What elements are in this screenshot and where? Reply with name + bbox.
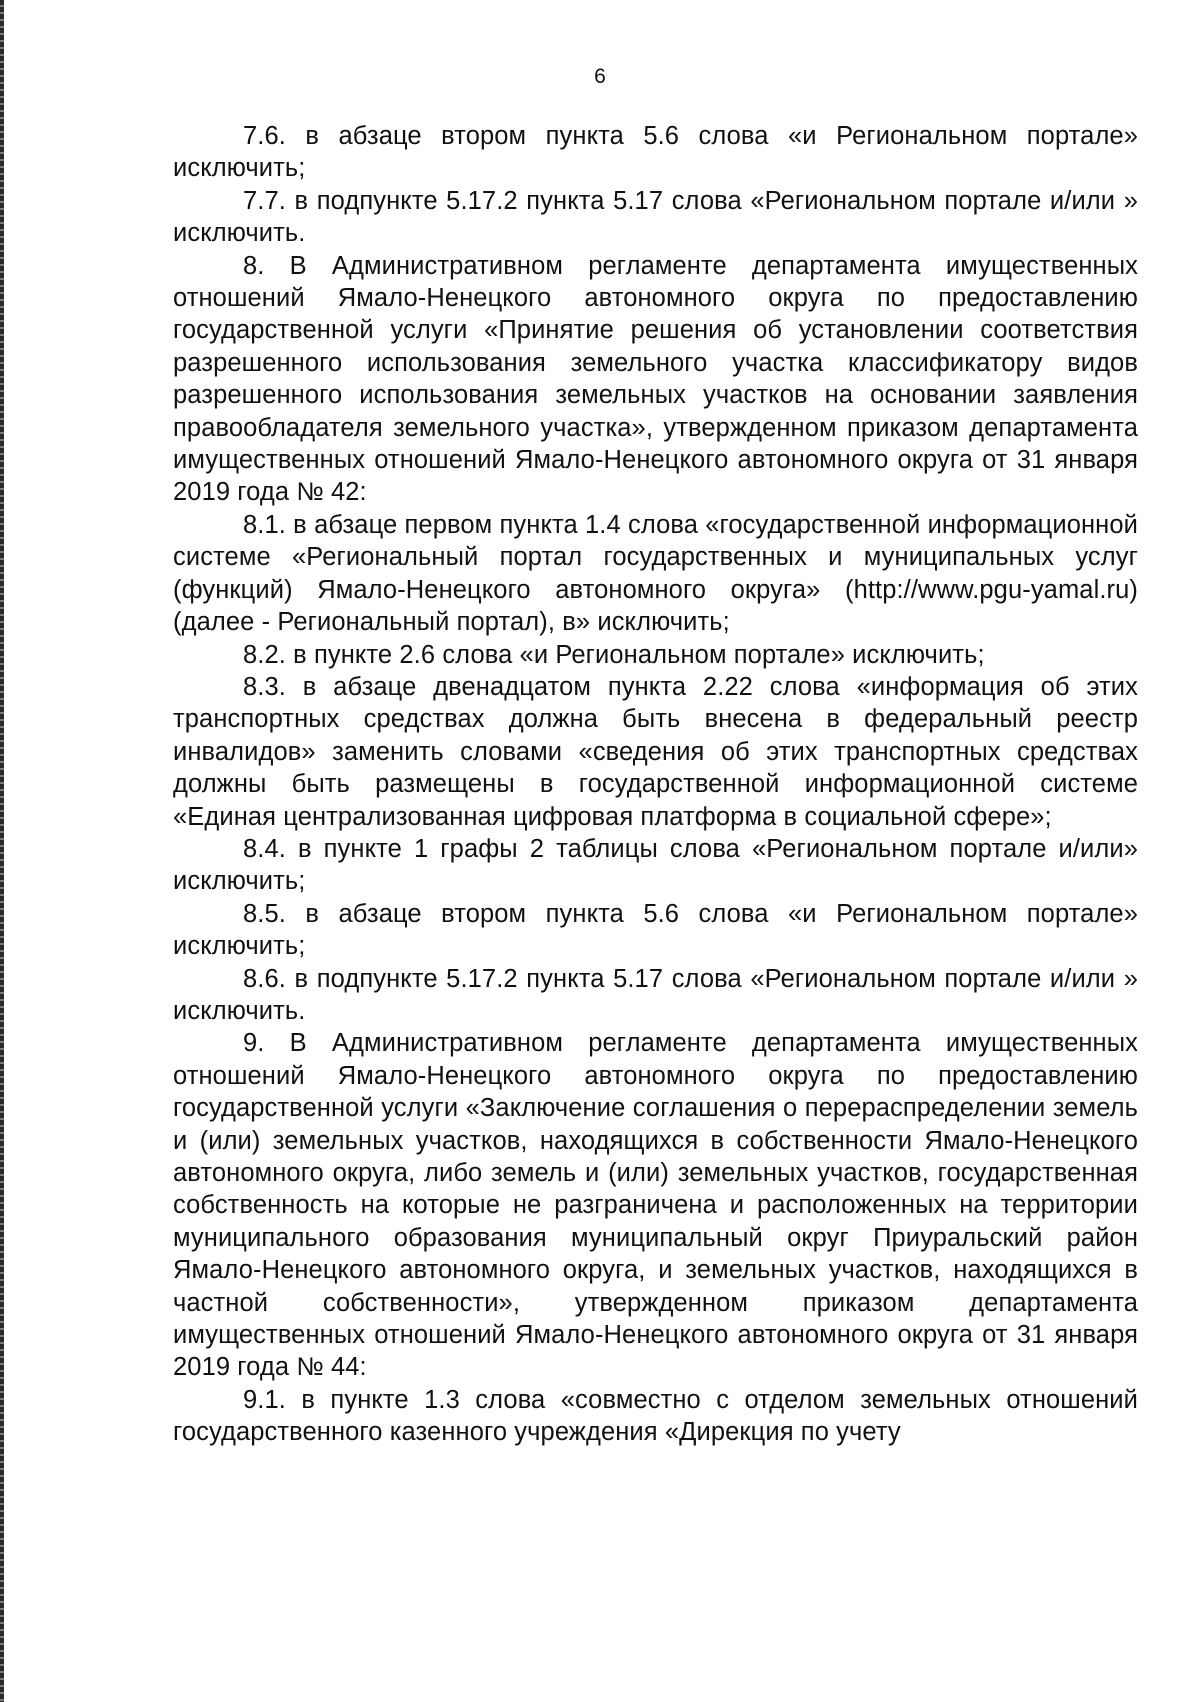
paragraph-7-7: 7.7. в подпункте 5.17.2 пункта 5.17 слова «Региональном портале и/или » исключить. <box>173 186 1138 248</box>
paragraph-8-1: 8.1. в абзаце первом пункта 1.4 слова «государственной информационной системе «Региональный портал государственных и муниципальных услуг (функций) Ямало-Ненецкого автономного округа» (http://www.pgu-yamal.ru) (далее - Региональный портал), в» исключить; <box>173 510 1138 637</box>
page-number: 6 <box>594 65 606 88</box>
paragraph-8-2: 8.2. в пункте 2.6 слова «и Региональном портале» исключить; <box>243 640 985 669</box>
paragraph-8-5: 8.5. в абзаце втором пункта 5.6 слова «и Региональном портале» исключить; <box>173 899 1138 961</box>
paragraph-8-3: 8.3. в абзаце двенадцатом пункта 2.22 слова «информация об этих транспортных средствах должна быть внесена в федеральный реестр инвалидов» заменить словами «сведения об этих транспортных средствах должны быть размещены в государственной информационной системе «Единая централизованная цифровая платформа в социальной сфере»; <box>173 672 1138 831</box>
paragraph-7-6: 7.6. в абзаце втором пункта 5.6 слова «и Региональном портале» исключить; <box>173 122 1138 183</box>
paragraph-9: 9. В Административном регламенте департамента имущественных отношений Ямало-Ненецкого автономного округа по предоставлению государственной услуги «Заключение соглашения о перераспределении земель и (или) земельных участков, находящихся в собственности Ямало-Ненецкого автономного округа, либо земель и (или) земельных участков, государственная собственность на которые не разграничена и расположенных на территории муниципального образования муниципальный округ Приуральский район Ямало-Ненецкого автономного округа, и земельных участков, находящихся в частной собственности», утвержденном приказом департамента имущественных отношений Ямало-Ненецкого автономного округа от 31 января 2019 года № 44: <box>173 1029 1138 1382</box>
paragraph-8-4: 8.4. в пункте 1 графы 2 таблицы слова «Региональном портале и/или» исключить; <box>173 834 1138 896</box>
document-body <box>173 120 1138 1449</box>
paragraph-9-1: 9.1. в пункте 1.3 слова «совместно с отделом земельных отношений государственного казенного учреждения «Дирекция по учету <box>173 1385 1138 1447</box>
paragraph-8-6: 8.6. в подпункте 5.17.2 пункта 5.17 слова «Региональном портале и/или » исключить. <box>173 964 1138 1025</box>
paragraph-8: 8. В Административном регламенте департамента имущественных отношений Ямало-Ненецкого автономного округа по предоставлению государственной услуги «Принятие решения об установлении соответствия разрешенного использования земельного участка классификатору видов разрешенного использования земельных участков на основании заявления правообладателя земельного участка», утвержденном приказом департамента имущественных отношений Ямало-Ненецкого автономного округа от 31 января 2019 года № 42: <box>173 251 1138 507</box>
scan-edge <box>0 0 4 1702</box>
